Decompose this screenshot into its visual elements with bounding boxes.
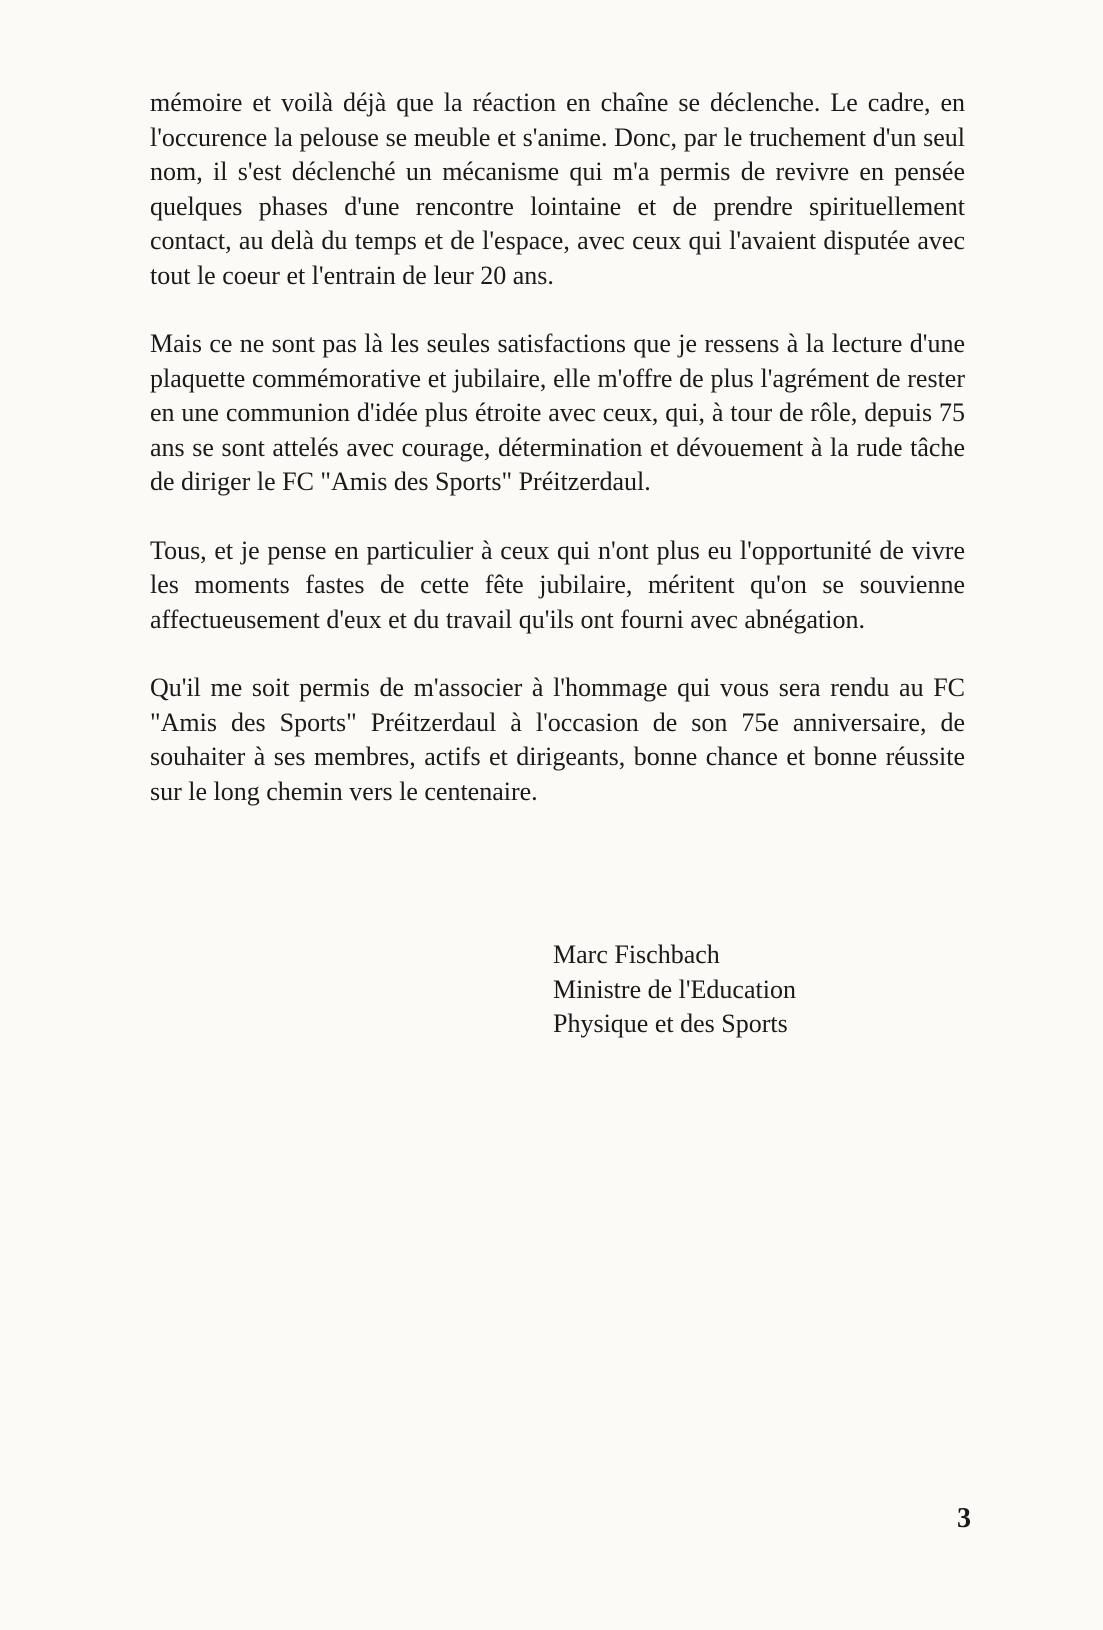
- paragraph-3: Tous, et je pense en particulier à ceux qui n'ont plus eu l'opportunité de vivre les moments fastes de cette fête jubilaire, méritent qu'on se souvienne affectueusement d'eux et du travail qu'ils ont fourni avec abnégation.: [150, 535, 965, 634]
- signature-block: [553, 938, 796, 1042]
- signature-name: Marc Fischbach: [553, 940, 720, 969]
- body-text: [150, 86, 965, 843]
- paragraph-1: mémoire et voilà déjà que la réaction en chaîne se déclenche. Le cadre, en l'occurence la pelouse se meuble et s'anime. Donc, par le truchement d'un seul nom, il s'est déclenché un mécanisme qui m'a permis de revivre en pensée quelques phases d'une rencontre lointaine et de prendre spirituellement contact, au delà du temps et de l'espace, avec ceux qui l'avaient disputée avec tout le coeur et l'entrain de leur 20 ans.: [150, 88, 965, 290]
- paragraph-2: Mais ce ne sont pas là les seules satisfactions que je ressens à la lecture d'une plaquette commémorative et jubilaire, elle m'offre de plus l'agrément de rester en une communion d'idée plus étroite avec ceux, qui, à tour de rôle, depuis 75 ans se sont attelés avec courage, détermination et dévouement à la rude tâche de diriger le FC "Amis des Sports" Préitzerdaul.: [150, 329, 965, 496]
- signature-title-line-2: Physique et des Sports: [553, 1009, 788, 1038]
- signature-title-line-1: Ministre de l'Education: [553, 974, 796, 1004]
- paragraph-4: Qu'il me soit permis de m'associer à l'hommage qui vous sera rendu au FC "Amis des Sports" Préitzerdaul à l'occasion de son 75e anniversaire, de souhaiter à ses membres, actifs et dirigeants, bonne chance et bonne réussite sur le long chemin vers le centenaire.: [150, 673, 965, 806]
- page-number: 3: [957, 1503, 971, 1534]
